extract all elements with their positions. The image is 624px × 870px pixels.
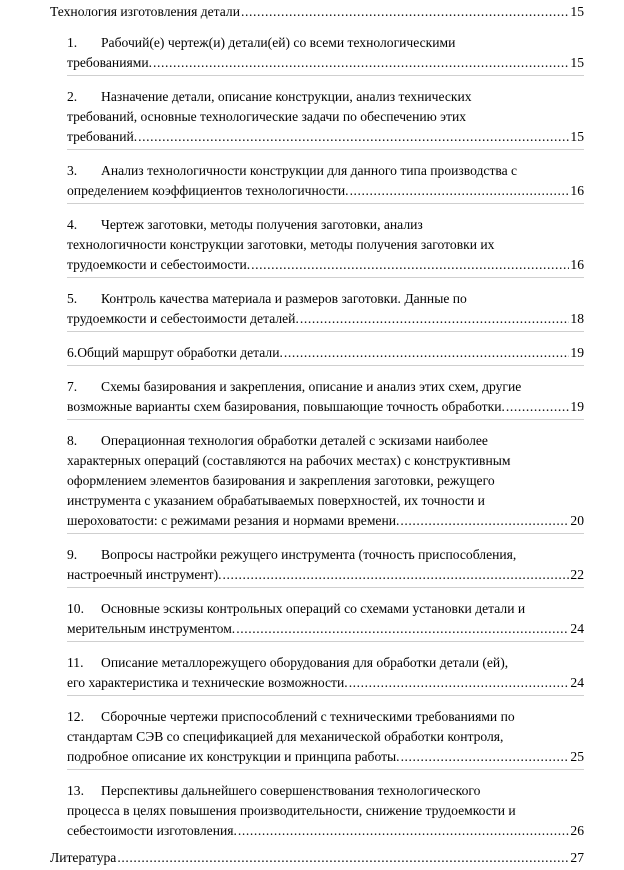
toc-item-number: 2. <box>67 89 78 104</box>
toc-entry-title: Литература <box>50 850 117 865</box>
toc-item-text-line: Схемы базирования и закрепления, описание и анализ этих схем, другие <box>101 379 522 394</box>
toc-page-number: 18 <box>570 311 584 326</box>
dot-leader <box>138 127 569 147</box>
dot-leader <box>153 53 569 73</box>
toc-item-text-line: требований, основные технологические задачи по обеспечению этих <box>67 109 467 124</box>
toc-item-number: 7. <box>67 379 78 394</box>
toc-item-text-line: трудоемкости и себестоимости деталей. <box>67 311 299 326</box>
dot-leader <box>349 673 570 693</box>
toc-item-text-line: Анализ технологичности конструкции для данного типа производства с <box>101 163 518 178</box>
toc-page-number: 24 <box>570 675 584 690</box>
toc-entry-title: Технология изготовления детали <box>50 4 240 19</box>
toc-item-text-line: требованиями. <box>67 55 153 70</box>
toc-page-number: 16 <box>570 257 584 272</box>
toc-item-text-line: возможные варианты схем базирования, повышающие точность обработки. <box>67 399 505 414</box>
toc-item[interactable] <box>67 33 584 76</box>
toc-item-number: 8. <box>67 433 78 448</box>
toc-page-number: 15 <box>570 55 584 70</box>
toc-item[interactable] <box>67 653 584 696</box>
dot-leader <box>284 343 570 363</box>
toc-item-text-line: подробное описание их конструкции и принципа работы. <box>67 749 400 764</box>
dot-leader <box>117 850 569 866</box>
dot-leader <box>401 747 570 767</box>
toc-item-text-line: мерительным инструментом. <box>67 621 236 636</box>
toc-item-text-line: Контроль качества материала и размеров заготовки. Данные по <box>101 291 467 306</box>
toc-item-text-line: Описание металлорежущего оборудования для обработки детали (ей), <box>101 655 509 670</box>
toc-item-text-line: его характеристика и технические возможности. <box>67 675 348 690</box>
toc-item-number: 12. <box>67 709 84 724</box>
toc-item-text-line: себестоимости изготовления. <box>67 823 237 838</box>
toc-item-text-line: требований. <box>67 129 138 144</box>
toc-item-number: 3. <box>67 163 78 178</box>
dot-leader <box>251 255 569 275</box>
toc-item[interactable] <box>67 781 584 843</box>
toc-item-text-line: Сборочные чертежи приспособлений с техническими требованиями по <box>101 709 515 724</box>
toc-item-number: 9. <box>67 547 78 562</box>
toc-item-text-line: Общий маршрут обработки детали. <box>77 345 283 360</box>
toc-item-text-line: Вопросы настройки режущего инструмента (точность приспособления, <box>101 547 517 562</box>
dot-leader <box>350 181 570 201</box>
toc-item-text-line: шероховатости: с режимами резания и нормами времени. <box>67 513 400 528</box>
toc-page-number: 19 <box>570 345 584 360</box>
toc-page-number: 24 <box>570 621 584 636</box>
dot-leader <box>506 397 570 417</box>
dot-leader <box>236 619 569 639</box>
toc-item[interactable] <box>67 707 584 770</box>
toc-item-number: 11. <box>67 655 84 670</box>
toc-item-number: 13. <box>67 783 84 798</box>
toc-item-text-line: Назначение детали, описание конструкции, анализ технических <box>101 89 472 104</box>
table-of-contents <box>50 4 584 870</box>
toc-item-number: 5. <box>67 291 78 306</box>
toc-item-number: 1. <box>67 35 78 50</box>
dot-leader <box>241 4 569 20</box>
toc-page-number: 15 <box>570 129 584 144</box>
toc-item-number: 10. <box>67 601 84 616</box>
toc-item[interactable] <box>67 377 584 420</box>
toc-item-text-line: трудоемкости и себестоимости. <box>67 257 251 272</box>
toc-item-text-line: определением коэффициентов технологичности. <box>67 183 349 198</box>
dot-leader <box>300 309 570 329</box>
toc-item[interactable] <box>67 343 584 366</box>
toc-item-text-line: технологичности конструкции заготовки, методы получения заготовки их <box>67 237 495 252</box>
toc-page-number: 26 <box>570 823 584 838</box>
toc-item-text-line: инструмента с указанием обрабатываемых поверхностей, их точности и <box>67 493 485 508</box>
dot-leader <box>223 565 570 585</box>
toc-item-text-line: оформлением элементов базирования и закрепления заготовки, режущего <box>67 473 495 488</box>
toc-page-number: 22 <box>570 567 584 582</box>
toc-item[interactable] <box>67 431 584 534</box>
toc-item-text-line: Перспективы дальнейшего совершенствования технологического <box>101 783 481 798</box>
toc-page-number: 15 <box>570 4 584 19</box>
toc-item[interactable] <box>67 545 584 588</box>
toc-item-text-line: процесса в целях повышения производительности, снижение трудоемкости и <box>67 803 516 818</box>
toc-items <box>50 33 584 843</box>
toc-item-text-line: настроечный инструмент). <box>67 567 222 582</box>
toc-item-text-line: стандартам СЭВ со спецификацией для механической обработки контроля, <box>67 729 504 744</box>
dot-leader <box>238 821 569 841</box>
toc-item-text-line: Основные эскизы контрольных операций со схемами установки детали и <box>101 601 526 616</box>
toc-page-number: 16 <box>570 183 584 198</box>
toc-item-text-line: Рабочий(е) чертеж(и) детали(ей) со всеми технологическими <box>101 35 456 50</box>
toc-item[interactable] <box>67 87 584 150</box>
toc-item-text-line: Чертеж заготовки, методы получения заготовки, анализ <box>101 217 423 232</box>
toc-page-number: 20 <box>570 513 584 528</box>
toc-item-text-line: Операционная технология обработки деталей с эскизами наиболее <box>101 433 488 448</box>
toc-page-number: 25 <box>570 749 584 764</box>
toc-item[interactable] <box>67 289 584 332</box>
toc-item[interactable] <box>67 161 584 204</box>
toc-page-number: 19 <box>570 399 584 414</box>
toc-item-number: 4. <box>67 217 78 232</box>
toc-page-number: 27 <box>570 850 584 865</box>
toc-bottom-entry[interactable] <box>50 850 584 870</box>
toc-top-entry[interactable] <box>50 4 584 24</box>
dot-leader <box>400 511 569 531</box>
toc-item-text-line: характерных операций (составляются на рабочих местах) с конструктивным <box>67 453 511 468</box>
toc-item-number: 6. <box>67 345 78 360</box>
toc-item[interactable] <box>67 599 584 642</box>
toc-item[interactable] <box>67 215 584 278</box>
